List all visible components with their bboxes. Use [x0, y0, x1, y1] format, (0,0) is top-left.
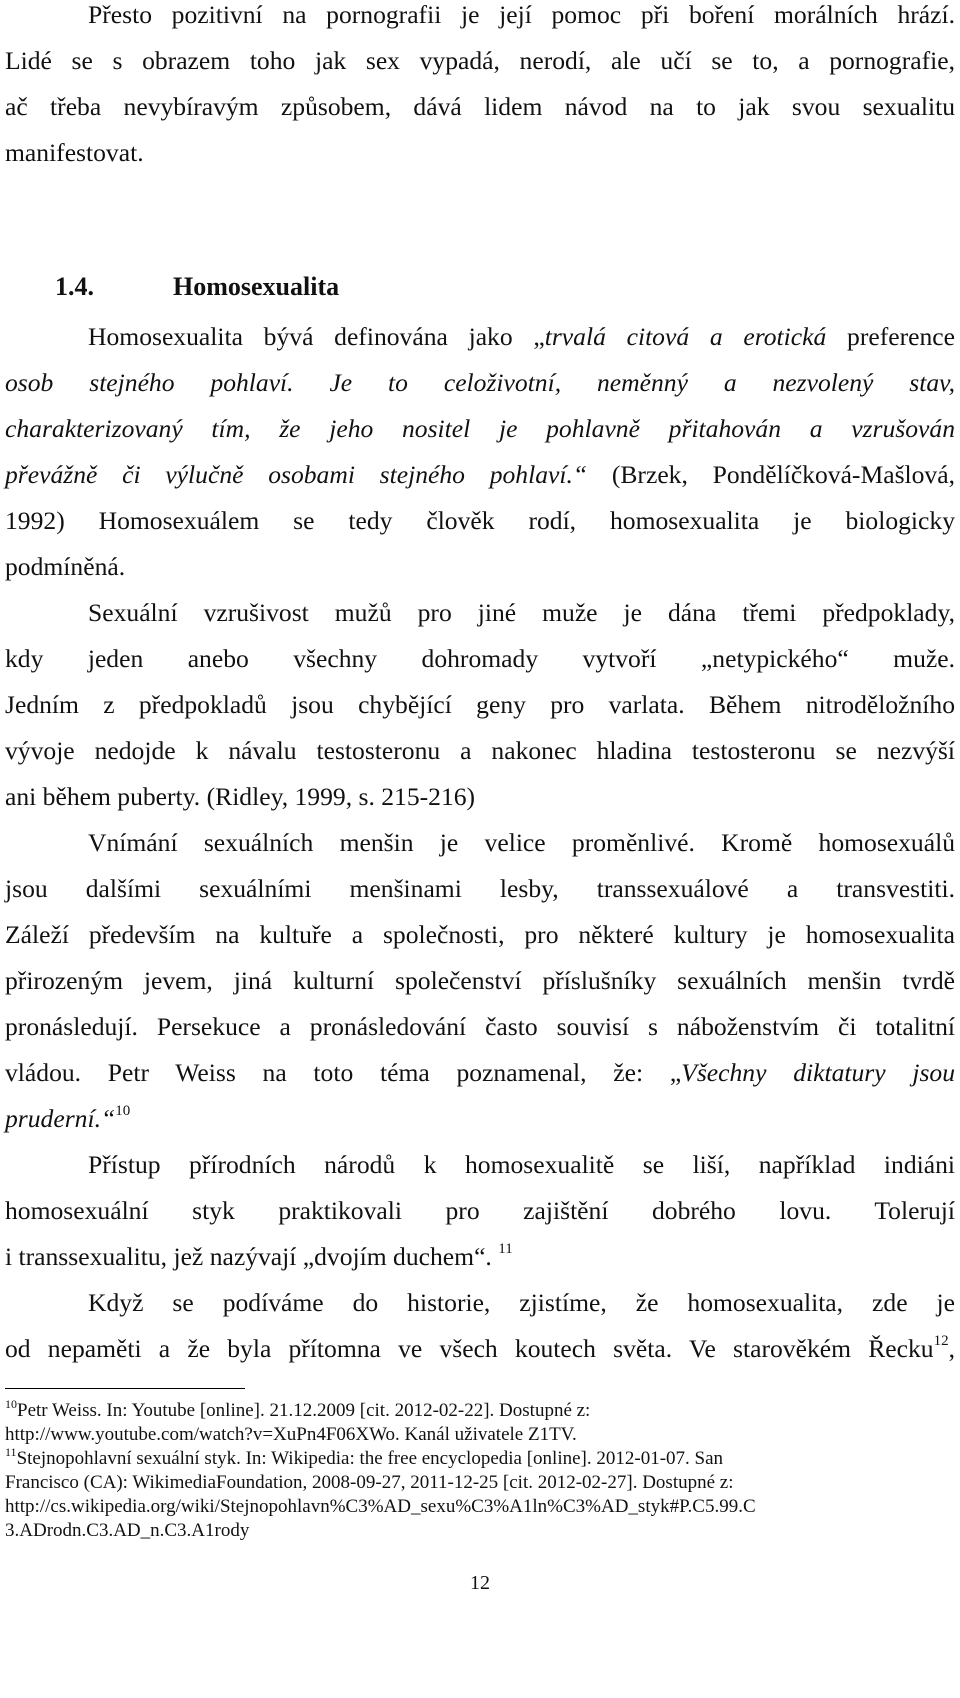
- footnote-10-line-2: http://www.youtube.com/watch?v=XuPn4F06XWo. Kanál uživatele Z1TV.: [5, 1424, 577, 1445]
- paragraph-4-line-2: jsou dalšími sexuálními menšinami lesby, transsexuálové a transvestiti.: [5, 874, 955, 903]
- paragraph-4-line-5: pronásledují. Persekuce a pronásledování často souvisí s náboženstvím či totalitní: [5, 1012, 955, 1041]
- footnote-11-line-4: 3.ADrodn.C3.AD_n.C3.A1rody: [5, 1520, 250, 1541]
- paragraph-6-line-2: [5, 1334, 955, 1364]
- citation: (Brzek, Pondělíčková-Mašlová,: [587, 460, 955, 489]
- paragraph-5-line-1: Přístup přírodních národů k homosexualitě se liší, například indiáni: [88, 1150, 955, 1179]
- page-number: 12: [470, 1572, 490, 1594]
- paragraph-1-line-3: ač třeba nevybíravým způsobem, dává lidem návod na to jak svou sexualitu: [5, 92, 955, 121]
- text-run: i transsexualitu, jež nazývají „dvojím duchem“.: [5, 1242, 492, 1271]
- quote-run: charakterizovaný tím, že jeho nositel je pohlavně přitahován a vzrušován: [5, 414, 955, 443]
- quote-run: osob stejného pohlaví. Je to celoživotní, neměnný a nezvolený stav,: [5, 368, 955, 397]
- paragraph-2-line-6: podmíněná.: [5, 552, 126, 581]
- paragraph-3-line-1: Sexuální vzrušivost mužů pro jiné muže je dána třemi předpoklady,: [88, 598, 955, 627]
- paragraph-4-line-4: přirozeným jevem, jiná kulturní společenství příslušníky sexuálních menšin tvrdě: [5, 966, 955, 995]
- paragraph-2-line-5: 1992) Homosexuálem se tedy člověk rodí, homosexualita je biologicky: [5, 506, 955, 535]
- paragraph-1-line-4: manifestovat.: [5, 138, 144, 167]
- section-number: 1.4.: [55, 272, 94, 301]
- paragraph-3-line-5: ani během puberty. (Ridley, 1999, s. 215-216): [5, 782, 476, 811]
- text-run: od nepaměti a že byla přítomna ve všech koutech světa. Ve starověkém Řecku: [5, 1334, 934, 1363]
- quote-run: pruderní.“: [5, 1104, 116, 1133]
- paragraph-1-line-2: Lidé se s obrazem toho jak sex vypadá, nerodí, ale učí se to, a pornografie,: [5, 46, 955, 75]
- paragraph-3-line-3: Jedním z předpokladů jsou chybějící geny pro varlata. Během nitroděložního: [5, 690, 955, 719]
- paragraph-5-line-2: homosexuální styk praktikovali pro zajištění dobrého lovu. Tolerují: [5, 1196, 955, 1225]
- paragraph-3-line-4: vývoje nedojde k návalu testosteronu a nakonec hladina testosteronu se nezvýší: [5, 736, 955, 765]
- paragraph-4-line-6: [5, 1058, 955, 1088]
- quote-run: Všechny diktatury jsou: [681, 1058, 955, 1087]
- text-run: vládou. Petr Weiss na toto téma poznamenal, že: „: [5, 1058, 682, 1087]
- paragraph-2-line-2: [5, 368, 955, 398]
- text-run: Homosexualita bývá definována jako „: [88, 322, 545, 351]
- footnote-10-line-1: [5, 1397, 591, 1422]
- footnote-number: 11: [5, 1445, 17, 1459]
- paragraph-1-line-1: Přesto pozitivní na pornografii je její pomoc při boření morálních hrází.: [88, 0, 955, 29]
- footnote-11-line-3: http://cs.wikipedia.org/wiki/Stejnopohlavn%C3%AD_sexu%C3%A1ln%C3%AD_styk#P.C5.99.C: [5, 1496, 756, 1517]
- paragraph-4-line-3: Záleží především na kultuře a společnosti, pro některé kultury je homosexualita: [5, 920, 955, 949]
- paragraph-6-line-1: Když se podíváme do historie, zjistíme, že homosexualita, zde je: [88, 1288, 955, 1317]
- footnote-reference: 11: [498, 1241, 513, 1257]
- footnote-11-line-1: [5, 1445, 724, 1470]
- footnote-number: 10: [5, 1397, 17, 1411]
- footnote-11-line-2: Francisco (CA): WikimediaFoundation, 2008-09-27, 2011-12-25 [cit. 2012-02-27]. Dostupné z:: [5, 1472, 734, 1493]
- footnote-text: Petr Weiss. In: Youtube [online]. 21.12.2009 [cit. 2012-02-22]. Dostupné z:: [17, 1400, 591, 1421]
- paragraph-2-line-3: [5, 414, 955, 444]
- footnote-reference: 12: [933, 1333, 949, 1349]
- paragraph-3-line-2: kdy jeden anebo všechny dohromady vytvoří „netypického“ muže.: [5, 644, 955, 673]
- quote-run: převážně či výlučně osobami stejného pohlaví.“: [5, 460, 588, 489]
- section-title: Homosexualita: [173, 272, 340, 301]
- paragraph-2-line-4: [5, 460, 955, 490]
- text-run: ,: [948, 1334, 955, 1363]
- paragraph-4-line-7: [5, 1104, 955, 1134]
- quote-run: trvalá citová a erotická: [544, 322, 827, 351]
- paragraph-5-line-3: [5, 1242, 955, 1272]
- paragraph-4-line-1: Vnímání sexuálních menšin je velice proměnlivé. Kromě homosexuálů: [88, 828, 955, 857]
- paragraph-2-line-1: [88, 322, 955, 352]
- footnote-separator: [5, 1388, 245, 1389]
- footnote-reference: 10: [115, 1103, 131, 1119]
- footnote-text: Stejnopohlavní sexuální styk. In: Wikipedia: the free encyclopedia [online]. 2012-01-07. San: [16, 1448, 724, 1469]
- text-run: preference: [826, 322, 955, 351]
